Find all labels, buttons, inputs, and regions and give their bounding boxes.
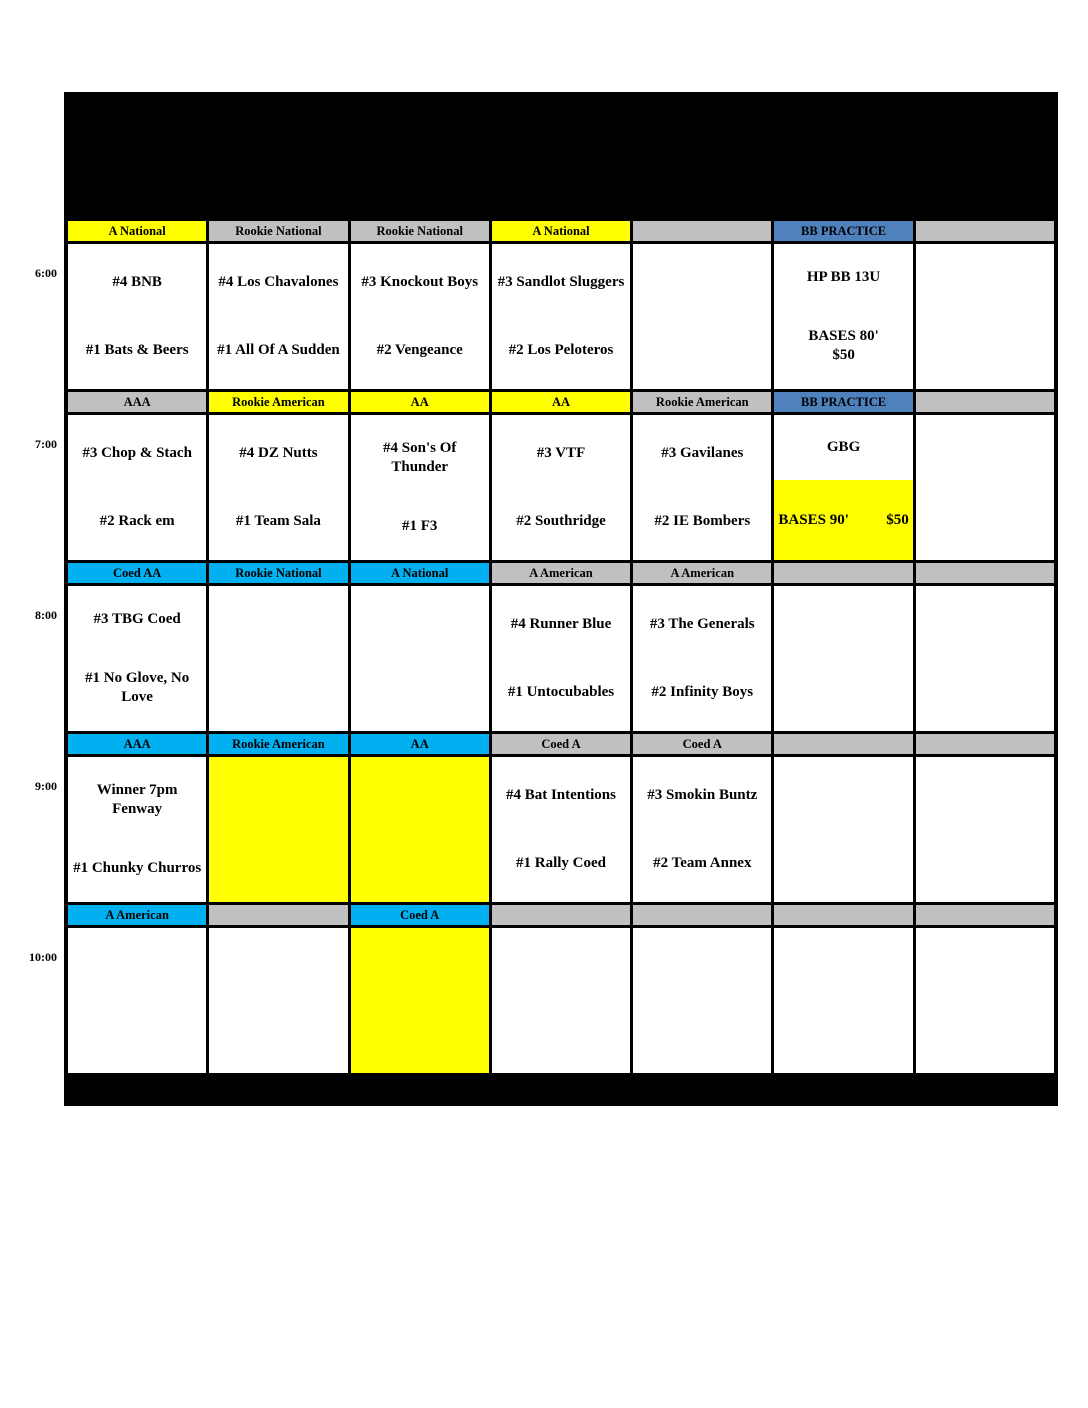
schedule-title: GAME SCHEDULE FOR FRIDAY 12/17/2021: [367, 99, 755, 121]
team-away: #3 Knockout Boys: [361, 273, 479, 290]
field-column-header-vero-beach: [774, 128, 912, 218]
matchup: [916, 928, 1054, 1073]
game-cell: [774, 928, 912, 1073]
division-label: Rookie American: [209, 734, 347, 754]
team-home: #2 Team Annex: [653, 855, 752, 872]
matchup: [351, 757, 489, 902]
matchup: [916, 415, 1054, 560]
matchup: [351, 928, 489, 1073]
team-home: #1 F3: [401, 518, 438, 535]
division-label: Rookie American: [209, 392, 347, 412]
matchup: [209, 586, 347, 731]
division-label: [774, 905, 912, 925]
game-cell: [68, 415, 206, 560]
matchup: [492, 415, 630, 560]
matchup: [492, 244, 630, 389]
division-label: BB PRACTICE: [774, 221, 912, 241]
matchup: [209, 244, 347, 389]
game-cell: [774, 757, 912, 902]
game-cell: [209, 244, 347, 389]
fee-label: $50: [886, 511, 909, 528]
division-label: [916, 734, 1054, 754]
team-away: Winner 7pm Fenway: [96, 782, 178, 817]
team-home: #1 Rally Coed: [515, 855, 606, 872]
game-cell: [633, 244, 771, 389]
practice-name: GBG: [826, 439, 861, 456]
team-home: #1 Team Sala: [235, 513, 321, 530]
matchup: [774, 928, 912, 1073]
team-home: #1 Untocubables: [507, 684, 615, 701]
division-label: [916, 905, 1054, 925]
game-cell: [209, 928, 347, 1073]
game-cell: [633, 586, 771, 731]
team-home-line1: BASES 80': [808, 328, 879, 345]
practice-fee-band: [774, 480, 912, 560]
division-label: A National: [492, 221, 630, 241]
team-away: #3 Chop & Stach: [82, 444, 192, 461]
field-type: REPLICA: [526, 182, 596, 199]
field-type: REPLICA: [949, 182, 1020, 199]
field-name: DURHAM: [525, 146, 597, 163]
game-cell: [209, 415, 347, 560]
matchup: [916, 244, 1054, 389]
team-home: #2 Infinity Boys: [651, 684, 754, 701]
division-label: [916, 563, 1054, 583]
bases-label: BASES 90': [778, 511, 849, 528]
division-label: A National: [351, 563, 489, 583]
division-label: Coed AA: [68, 563, 206, 583]
game-row: [68, 928, 1054, 1073]
matchup: [492, 757, 630, 902]
practice-split-cell: [774, 415, 912, 560]
field-type: REPLICA: [667, 182, 738, 199]
game-cell: [633, 415, 771, 560]
team-home: #1 No Glove, No Love: [85, 670, 190, 706]
team-away: #4 Los Chavalones: [218, 273, 339, 290]
game-cell: [774, 586, 912, 731]
division-label: [492, 905, 630, 925]
team-away: #4 BNB: [112, 273, 162, 290]
division-row: [68, 221, 1054, 241]
division-label: Rookie American: [633, 392, 771, 412]
field-column-header-durham: [492, 128, 630, 218]
division-label: [633, 905, 771, 925]
division-label: AAA: [68, 734, 206, 754]
team-away: #3 Gavilanes: [661, 444, 744, 461]
team-home: #2 Southridge: [516, 513, 606, 530]
team-home: #1 Bats & Beers: [85, 342, 189, 359]
team-home: #2 Vengeance: [376, 342, 463, 359]
game-cell: [68, 757, 206, 902]
game-cell: [351, 415, 489, 560]
game-cell: [351, 244, 489, 389]
team-away: #4 Runner Blue: [510, 615, 612, 632]
division-label: A American: [633, 563, 771, 583]
game-cell: [916, 757, 1054, 902]
game-cell: [492, 757, 630, 902]
game-cell: [209, 757, 347, 902]
division-label: [774, 563, 912, 583]
game-cell: [492, 415, 630, 560]
matchup: [68, 415, 206, 560]
team-home: #2 Los Peloteros: [508, 342, 614, 359]
division-label: Rookie National: [209, 221, 347, 241]
division-label: [209, 905, 347, 925]
field-column-header-polo: [209, 128, 347, 218]
division-label: [916, 392, 1054, 412]
game-cell: [774, 244, 912, 389]
game-cell: [492, 928, 630, 1073]
division-label: AAA: [68, 392, 206, 412]
matchup: [916, 757, 1054, 902]
game-row: [68, 757, 1054, 902]
division-label: AA: [351, 734, 489, 754]
field-name: POLO: [256, 146, 301, 163]
game-cell: [351, 586, 489, 731]
time-label: 7:00: [35, 437, 57, 451]
team-home: #2 Rack em: [99, 513, 175, 530]
schedule-footer: [68, 1076, 1054, 1102]
field-column-header-pawtucket: [633, 128, 771, 218]
matchup: [209, 757, 347, 902]
game-cell: [351, 928, 489, 1073]
matchup: [774, 757, 912, 902]
game-row: [68, 415, 1054, 560]
field-name: FENWAY: [104, 146, 171, 163]
game-cell: [633, 757, 771, 902]
division-label: Rookie National: [351, 221, 489, 241]
field-type: REPLICA: [102, 182, 173, 199]
team-away: #3 The Generals: [649, 615, 755, 632]
team-home: #1 Chunky Churros: [73, 860, 202, 877]
division-label: [916, 221, 1054, 241]
division-label: Coed A: [351, 905, 489, 925]
division-label: Coed A: [633, 734, 771, 754]
field-type: REPLICA: [243, 182, 314, 199]
team-away: #3 TBG Coed: [93, 611, 181, 628]
game-row: [68, 244, 1054, 389]
matchup: [351, 244, 489, 389]
matchup: [209, 415, 347, 560]
team-away: HP BB 13U: [806, 269, 881, 286]
field-type: REPLICA: [808, 182, 879, 199]
team-away: #4 Bat Intentions: [505, 786, 616, 803]
division-label: Rookie National: [209, 563, 347, 583]
game-cell: [774, 415, 912, 560]
game-cell: [68, 244, 206, 389]
time-label: 9:00: [35, 779, 57, 793]
division-row: [68, 905, 1054, 925]
game-cell: [68, 928, 206, 1073]
matchup: [351, 415, 489, 560]
game-row: [68, 586, 1054, 731]
footer-note: Home team is listed second on the schedule and occupies 3rd base dugout: [72, 1081, 462, 1096]
matchup: [774, 586, 912, 731]
game-cell: [916, 415, 1054, 560]
field-name: VERO BEACH: [791, 146, 896, 163]
division-row: [68, 392, 1054, 412]
matchup: [68, 244, 206, 389]
time-label: 8:00: [35, 608, 57, 622]
division-label: [633, 221, 771, 241]
division-row: [68, 563, 1054, 583]
field-name: FORBES: [388, 146, 451, 163]
team-away: #3 Sandlot Sluggers: [497, 273, 625, 290]
field-header-row: [68, 128, 1054, 218]
division-label: BB PRACTICE: [774, 392, 912, 412]
division-label: A American: [68, 905, 206, 925]
matchup: [633, 244, 771, 389]
matchup: [633, 757, 771, 902]
field-type: REPLICA: [384, 182, 455, 199]
field-name: PAWTUCKET: [652, 146, 752, 163]
division-label: A National: [68, 221, 206, 241]
field-name: ALBUQUERQUE: [924, 146, 1046, 163]
game-cell: [68, 586, 206, 731]
game-cell: [633, 928, 771, 1073]
matchup: [633, 586, 771, 731]
matchup: [492, 586, 630, 731]
division-label: A American: [492, 563, 630, 583]
game-cell: [492, 586, 630, 731]
field-column-header-albuquerque: [916, 128, 1054, 218]
game-cell: [351, 757, 489, 902]
time-label: 10:00: [29, 950, 57, 964]
matchup: [351, 586, 489, 731]
footer-playoffs-label: Playoffs: [964, 1081, 1008, 1096]
team-home: #1 All Of A Sudden: [217, 342, 340, 359]
field-column-header-forbes: [351, 128, 489, 218]
division-label: AA: [492, 392, 630, 412]
game-cell: [492, 244, 630, 389]
field-column-header-fenway: [68, 128, 206, 218]
game-cell: [916, 244, 1054, 389]
matchup: [68, 586, 206, 731]
team-away: #3 VTF: [536, 444, 586, 461]
matchup: [633, 928, 771, 1073]
time-label: 6:00: [35, 266, 57, 280]
matchup: [209, 928, 347, 1073]
matchup: [774, 244, 912, 389]
division-row: [68, 734, 1054, 754]
division-label: [774, 734, 912, 754]
team-away: #4 Son's Of Thunder: [383, 440, 457, 475]
team-home: [778, 327, 908, 365]
matchup: [68, 928, 206, 1073]
division-label: Coed A: [492, 734, 630, 754]
division-label: AA: [351, 392, 489, 412]
schedule-table: [64, 92, 1058, 1106]
matchup: [492, 928, 630, 1073]
game-cell: [209, 586, 347, 731]
team-away: #4 DZ Nutts: [239, 444, 318, 461]
game-cell: [916, 586, 1054, 731]
matchup: [633, 415, 771, 560]
matchup: [68, 757, 206, 902]
matchup: [916, 586, 1054, 731]
team-away: #3 Smokin Buntz: [647, 786, 758, 803]
team-home-line2: $50: [832, 347, 855, 364]
team-home: #2 IE Bombers: [654, 513, 751, 530]
game-cell: [916, 928, 1054, 1073]
